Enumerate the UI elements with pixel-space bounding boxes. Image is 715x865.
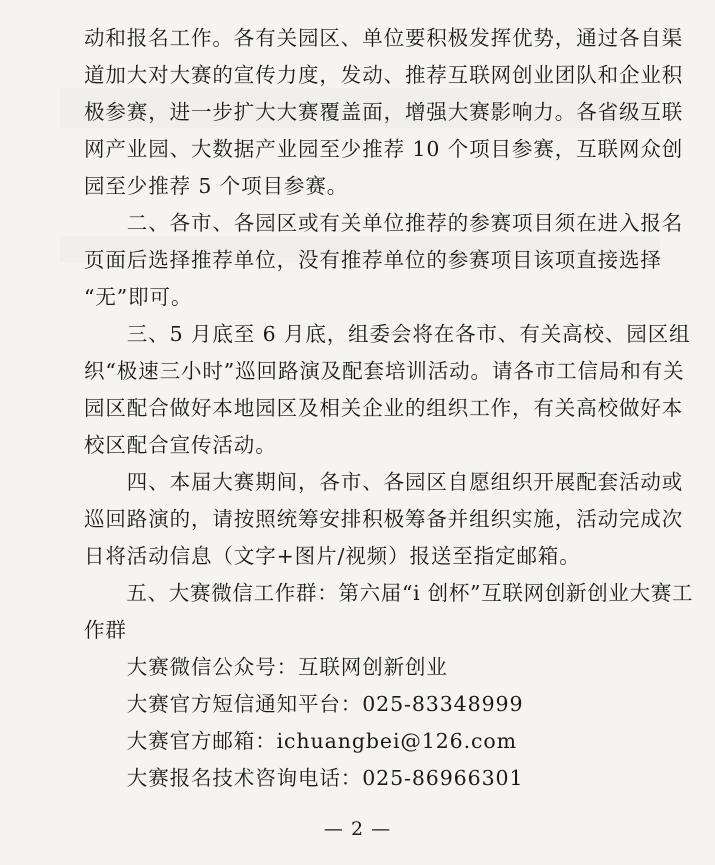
text-line: 织“极速三小时”巡回路演及配套培训活动。请各市工信局和有关 <box>84 359 685 383</box>
text-line: 二、各市、各园区或有关单位推荐的参赛项目须在进入报名 <box>84 211 684 235</box>
text-line: 日将活动信息（文字+图片/视频）报送至指定邮箱。 <box>84 544 581 568</box>
text-line: 动和报名工作。各有关园区、单位要积极发挥优势，通过各自渠 <box>84 26 684 50</box>
text-line: 五、大赛微信工作群：第六届“i 创杯”互联网创新创业大赛工 <box>84 581 694 605</box>
contact-email: 大赛官方邮箱：ichuangbei@126.com <box>84 729 518 753</box>
text-line: 极参赛，进一步扩大大赛覆盖面，增强大赛影响力。各省级互联 <box>84 100 684 124</box>
text-line: 三、5 月底至 6 月底，组委会将在各市、有关高校、园区组 <box>84 322 691 346</box>
text-line: 巡回路演的，请按照统筹安排积极筹备并组织实施，活动完成次 <box>84 507 684 531</box>
text-line: 网产业园、大数据产业园至少推荐 10 个项目参赛，互联网众创 <box>84 137 684 161</box>
page-number: — 2 — <box>323 818 392 840</box>
text-line: 作群 <box>84 618 127 642</box>
contact-sms-platform: 大赛官方短信通知平台：025-83348999 <box>84 692 524 716</box>
text-line: 道加大对大赛的宣传力度，发动、推荐互联网创业团队和企业积 <box>84 63 684 87</box>
text-line: 页面后选择推荐单位，没有推荐单位的参赛项目该项直接选择 <box>84 248 662 272</box>
text-line: “无”即可。 <box>84 285 193 309</box>
text-line: 园区配合做好本地园区及相关企业的组织工作，有关高校做好本 <box>84 396 684 420</box>
contact-wechat-account: 大赛微信公众号：互联网创新创业 <box>84 655 448 679</box>
text-line: 校区配合宣传活动。 <box>84 433 277 457</box>
contact-tech-phone: 大赛报名技术咨询电话：025-86966301 <box>84 766 524 790</box>
text-line: 四、本届大赛期间，各市、各园区自愿组织开展配套活动或 <box>84 470 684 494</box>
text-line: 园至少推荐 5 个项目参赛。 <box>84 174 349 198</box>
